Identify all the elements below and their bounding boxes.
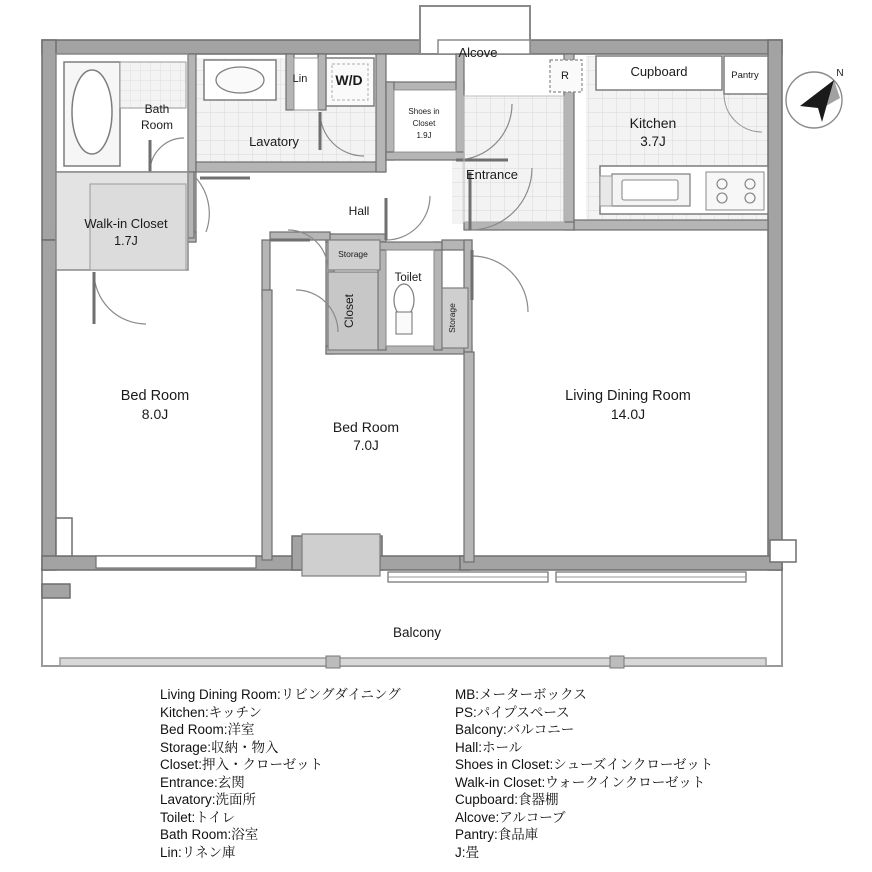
label-walk-in-closet: Walk-in Closet [84, 216, 168, 231]
label-living-dining-room: Living Dining Room [565, 388, 691, 404]
legend-item: Hall:ホール [455, 739, 523, 755]
label-lavatory: Lavatory [249, 134, 299, 149]
label-bath-room-2: Room [140, 118, 174, 132]
label-balcony: Balcony [392, 625, 442, 640]
legend-item: Pantry:食品庫 [455, 827, 539, 842]
label-bath-room-1: Bath [144, 102, 170, 116]
legend-item: Lavatory:洗面所 [160, 792, 257, 807]
legend-item: MB:メーターボックス [455, 687, 587, 702]
legend-item: Bed Room:洋室 [160, 722, 255, 737]
label-kitchen-area: 3.7J [640, 134, 666, 149]
label-shoes-in-closet-1: Shoes in [408, 107, 440, 116]
legend-left-column [160, 686, 401, 861]
legend-item: Closet:押入・クローゼット [160, 757, 323, 772]
legend-right-column [455, 686, 713, 861]
legend-item: Balcony:バルコニー [455, 722, 575, 737]
legend-item: J:畳 [455, 844, 480, 860]
label-living-dining-room-area: 14.0J [610, 406, 646, 422]
legend-item: Bath Room:浴室 [160, 827, 259, 842]
legend-item: Walk-in Closet:ウォークインクローゼット [455, 774, 706, 790]
label-shoes-in-closet-area: 1.9J [416, 131, 432, 140]
label-entrance: Entrance [465, 167, 519, 182]
legend-item: Cupboard:食器棚 [455, 792, 559, 807]
label-bed-room-second-area: 7.0J [353, 438, 379, 453]
label-shoes-in-closet-2: Closet [412, 119, 436, 128]
compass-icon [786, 68, 844, 128]
label-hall: Hall [348, 204, 370, 218]
label-refrigerator: R [561, 70, 569, 82]
legend-item: PS:パイプスペース [455, 704, 570, 720]
label-linen: Lin [292, 73, 308, 85]
legend-item: Lin:リネン庫 [160, 844, 236, 860]
balcony-area [42, 568, 782, 668]
legend-item: Living Dining Room:リビングダイニング [160, 687, 401, 702]
label-washer-dryer: W/D [335, 72, 363, 88]
compass-north-label: N [836, 68, 844, 79]
label-storage-side: Storage [447, 303, 457, 333]
label-kitchen: Kitchen [629, 115, 677, 131]
legend-item: Entrance:玄関 [160, 774, 245, 790]
bedroom-partition [302, 534, 380, 576]
legend-item: Storage:収納・物入 [160, 739, 279, 755]
label-bed-room-second: Bed Room [332, 419, 400, 435]
label-pantry: Pantry [731, 70, 759, 81]
legend-item: Alcove:アルコーブ [455, 809, 566, 825]
label-toilet: Toilet [394, 272, 422, 284]
legend-item: Toilet:トイレ [160, 809, 236, 825]
label-cupboard: Cupboard [630, 64, 688, 79]
legend-item: Kitchen:キッチン [160, 704, 262, 720]
label-walk-in-closet-area: 1.7J [114, 234, 138, 248]
right-window [770, 540, 796, 562]
label-alcove: Alcove [458, 45, 498, 60]
label-bed-room-main-area: 8.0J [141, 406, 169, 422]
label-storage-upper: Storage [338, 249, 368, 259]
legend-item: Shoes in Closet:シューズインクローゼット [455, 757, 714, 772]
label-bed-room-main: Bed Room [120, 388, 190, 404]
label-closet: Closet [342, 293, 356, 329]
